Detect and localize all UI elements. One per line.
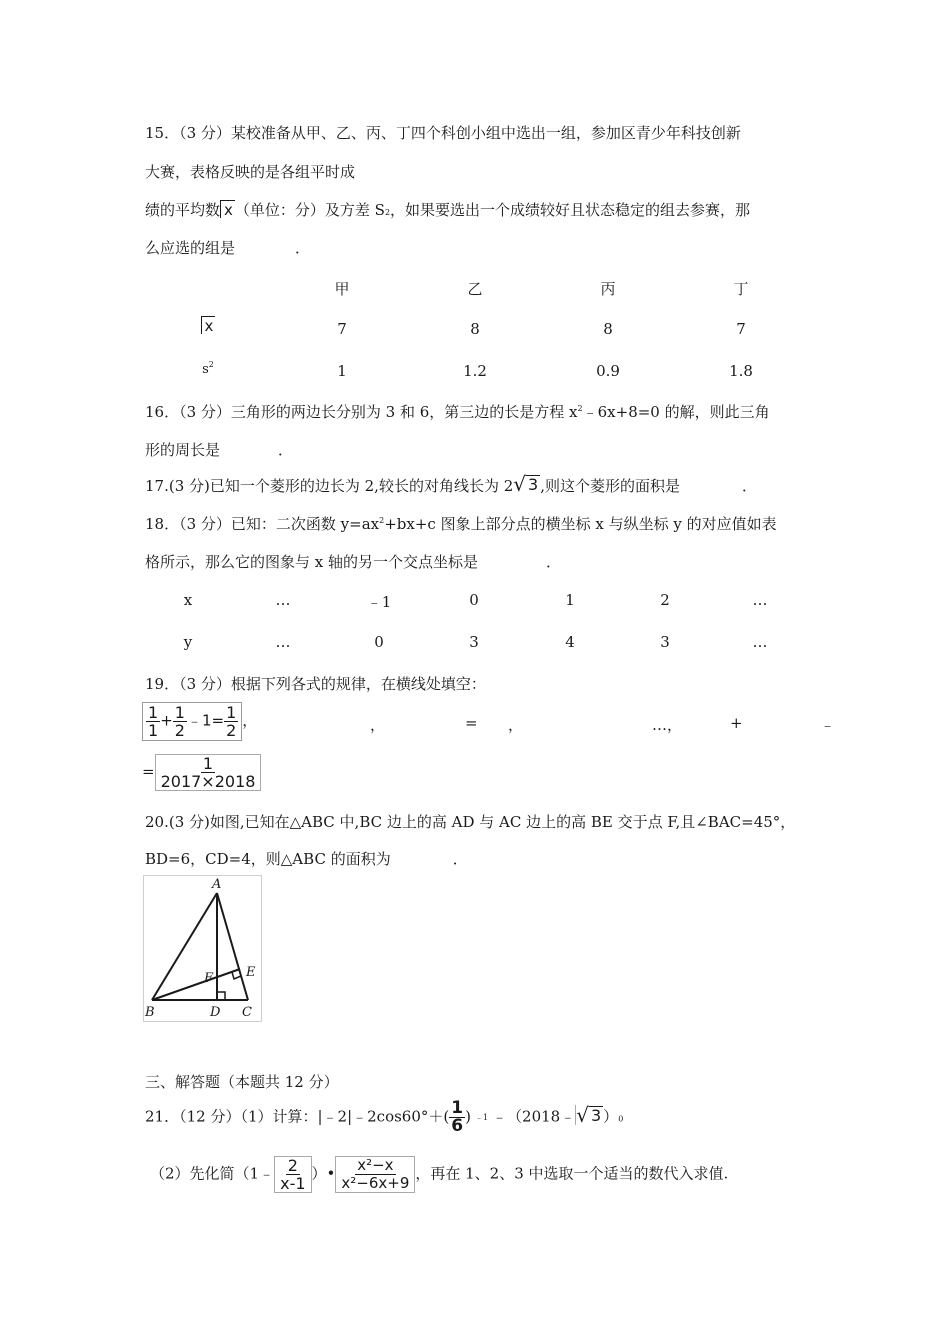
q19-result: = $\frac{1}{2017\times 2018}$ [142,754,261,791]
pattern-formula: $\frac{1}{1}$ + $\frac{1}{2}$ ﹣1= $\frac{1}{2}$ [142,702,242,741]
x-row-label: x [183,591,193,609]
sqrt-3: √ 3 [576,1102,602,1127]
variance-bing: 0.9 [596,362,620,380]
table-header-yi: 乙 [467,280,483,298]
mean-symbol: x [220,200,235,218]
q19-comma-3: ， [508,716,524,734]
q15-line4 [145,237,310,258]
q15-line2: 大赛，表格反映的是各组平时成 [145,163,356,181]
x-val-3: 1 [565,591,575,609]
altitude-be [152,969,240,1000]
right-angle-d [217,992,225,1000]
label-e: E [246,965,256,980]
table-header-bing: 丙 [600,280,616,298]
y-row-label: y [183,633,193,651]
y-val-5: … [752,633,768,651]
y-val-1: 0 [374,633,384,651]
triangle-figure [143,875,262,1022]
table-header-ding: 丁 [733,280,749,298]
q20-line1: 20.(3 分)如图,已知在△ABC 中,BC 边上的高 AD 与 AC 边上的高 BE 交于点 F,且∠BAC=45°， [145,813,796,831]
q19-plus: + [730,714,743,732]
label-b: B [145,1005,155,1020]
q19-ellipsis: …， [652,716,683,734]
mean-jia: 7 [337,320,347,338]
label-c: C [242,1005,252,1020]
variance-jia: 1 [337,362,347,380]
x-val-4: 2 [660,591,670,609]
x-val-2: 0 [469,591,479,609]
mean-bing: 8 [603,320,613,338]
q20-line2: BD=6，CD=4，则△ABC 的面积为 ． [145,850,468,868]
q19-equals: = [465,714,478,732]
label-f: F [204,971,214,986]
section-3-heading: 三、解答题（本题共 12 分） [145,1073,339,1091]
variance-yi: 1.2 [463,362,487,380]
mean-yi: 8 [470,320,480,338]
row-label-variance: $s^2$ [202,360,214,377]
label-a: A [212,877,222,892]
q19-comma-2: ， [370,716,386,734]
q18-line2: 格所示，那么它的图象与 x 轴的另一个交点坐标是 ． [145,553,562,571]
y-val-0: … [275,633,291,651]
q19-minus: ﹣ [820,716,836,734]
q16-line2: 形的周长是 ． [145,441,294,459]
label-d: D [210,1005,221,1020]
q16-line1: 16．（3 分）三角形的两边长分别为 3 和 6，第三边的长是方程 $x^2﹣6x+8=0$ 的解，则此三角 [145,403,770,421]
y-val-4: 3 [660,633,670,651]
variance-ding: 1.8 [729,362,753,380]
side-ac [217,893,248,1000]
q17-line: 17.(3 分)已知一个菱形的边长为 2,较长的对角线长为 2 √ 3 ,则这个菱形的面积是 ． [145,472,757,496]
q15-line3 [145,199,750,220]
table-header-jia: 甲 [334,280,350,298]
q19-line1: 19．（3 分）根据下列各式的规律，在横线处填空： [145,675,486,693]
q15-line3c: ，如果要选出一个成绩较好且状态稳定的组去参赛，那 [390,201,751,219]
q15-line4a: 么应选的组是 [145,239,236,257]
fraction-one-sixth: $\frac{1}{6}$ [451,1098,464,1136]
q15-line1: 15．（3 分）某校准备从甲、乙、丙、丁四个科创小组中选出一组，参加区青少年科技创新 [145,124,741,142]
q19-formula-row: $\frac{1}{1}$ + $\frac{1}{2}$ ﹣1= $\frac{1}{2}$ ， [142,702,257,741]
variance-exponent: 2 [384,208,391,217]
x-val-0: … [275,591,291,609]
y-val-3: 4 [565,633,575,651]
q15-line3b: （单位：分）及方差 S [234,201,385,219]
q21-part2: （2）先化简（1﹣ $\frac{2}{x-1}$ ）• $\frac{\text{x²−x}}{\text{x²−6x+9}}$ ，再在 1、2、3 中选取一个适当的数代入求值. [150,1156,729,1193]
q21-part1: 21．（12 分）（1）计算：|﹣2|﹣2cos60°＋( $\frac{1}{6}$ ) ﹣1 ﹣（2018﹣ √ 3 ）0 [145,1098,624,1136]
q18-line1: 18．（3 分）已知：二次函数 $y=ax^2+bx+c$ 图象上部分点的横坐标 x 与纵坐标 y 的对应值如表 [145,515,777,533]
mean-ding: 7 [736,320,746,338]
y-val-2: 3 [469,633,479,651]
sqrt-3: √ 3 [513,472,539,496]
x-val-1: ﹣1 [366,593,392,611]
x-val-5: … [752,591,768,609]
row-label-mean: x [178,316,238,335]
q15-line3a: 绩的平均数 [145,201,221,219]
q15-line4b: ． [295,239,311,257]
